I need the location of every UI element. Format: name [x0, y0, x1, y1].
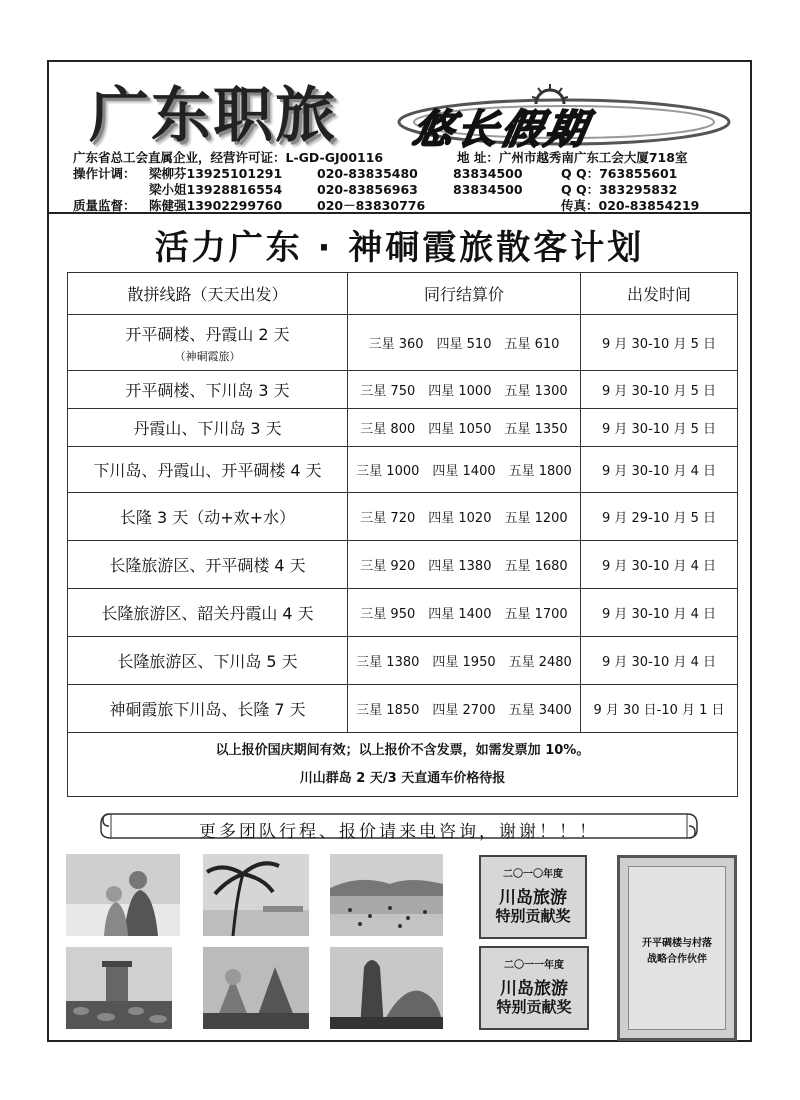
- operator-2-phone: 020-83856963: [317, 182, 418, 197]
- table-row: [68, 685, 738, 733]
- date-cell: 9 月 30-10 月 4 日: [581, 541, 738, 589]
- route-cell: 长隆旅游区、开平碉楼 4 天: [68, 541, 348, 589]
- price-cell: 三星 360 四星 510 五星 610: [348, 315, 581, 371]
- tour-price-table: [67, 272, 738, 797]
- operator-label: 操作计调：: [73, 166, 136, 181]
- beach-palm-photo: [203, 854, 309, 936]
- award-plaque-2010: [479, 855, 587, 939]
- partner-certificate: [617, 855, 737, 1041]
- route-cell: 开平碉楼、下川岛 3 天: [68, 371, 348, 409]
- divider: [49, 212, 750, 214]
- route-name: 开平碉楼、丹霞山 2 天: [125, 324, 290, 344]
- plaque-subtitle: 特别贡献奖: [495, 907, 571, 925]
- table-row: [68, 371, 738, 409]
- quality-name: 陈健强13902299760: [149, 198, 283, 213]
- price-cell: 三星 1380 四星 1950 五星 2480: [348, 637, 581, 685]
- plaque-title: 川岛旅游: [500, 979, 568, 999]
- price-cell: 三星 1000 四星 1400 五星 1800: [348, 447, 581, 493]
- crowded-beach-photo: [330, 854, 443, 936]
- operator-2-qq: Q Q：383295832: [561, 182, 678, 197]
- price-cell: 三星 1850 四星 2700 五星 3400: [348, 685, 581, 733]
- operator-2-name: 梁小姐13928816554: [149, 182, 283, 197]
- operator-1-qq: Q Q：763855601: [561, 166, 678, 181]
- date-cell: 9 月 30-10 月 4 日: [581, 589, 738, 637]
- sub-brand-logo: [394, 84, 734, 153]
- quality-label: 质量监督：: [73, 198, 136, 213]
- couple-photo: [66, 854, 180, 936]
- table-row: [68, 409, 738, 447]
- plaque-subtitle: 特别贡献奖: [496, 998, 572, 1016]
- price-cell: 三星 950 四星 1400 五星 1700: [348, 589, 581, 637]
- date-cell: 9 月 30-10 月 4 日: [581, 447, 738, 493]
- column-header-price: 同行结算价: [348, 273, 581, 315]
- date-cell: 9 月 29-10 月 5 日: [581, 493, 738, 541]
- banner-text: 更多团队行程、报价请来电咨询，谢谢！！！: [199, 822, 599, 842]
- flyer-frame: [47, 60, 752, 1042]
- table-row: [68, 493, 738, 541]
- table-row: [68, 315, 738, 371]
- plaque-year: 二〇一〇年度: [503, 869, 563, 880]
- page-title: 活力广东 · 神硐霞旅散客计划: [154, 228, 645, 268]
- column-header-route: 散拼线路（天天出发）: [68, 273, 348, 315]
- route-cell: 神硐霞旅下川岛、长隆 7 天: [68, 685, 348, 733]
- price-cell: 三星 800 四星 1050 五星 1350: [348, 409, 581, 447]
- operator-1-fax: 83834500: [453, 166, 523, 181]
- column-header-date: 出发时间: [581, 273, 738, 315]
- table-header-row: [68, 273, 738, 315]
- plaque-year: 二〇一一年度: [504, 960, 564, 971]
- route-note: （神硐霞旅）: [174, 349, 241, 363]
- date-cell: 9 月 30-10 月 5 日: [581, 409, 738, 447]
- price-cell: 三星 720 四星 1020 五星 1200: [348, 493, 581, 541]
- footnote-cell: [68, 733, 738, 797]
- sub-brand-text: 悠长假期: [409, 106, 594, 153]
- award-plaque-2011: [479, 946, 589, 1030]
- route-cell: [68, 315, 348, 371]
- quality-phone: 020－83830776: [317, 198, 426, 213]
- company-info: [49, 150, 750, 213]
- theme-park-photo: [203, 947, 309, 1029]
- operator-2-fax: 83834500: [453, 182, 523, 197]
- route-cell: 长隆 3 天（动+欢+水）: [68, 493, 348, 541]
- table-row: [68, 637, 738, 685]
- fax-number: 传真：020-83854219: [561, 198, 700, 213]
- operator-1-phone: 020-83835480: [317, 166, 418, 181]
- table-row: [68, 447, 738, 493]
- date-cell: 9 月 30-10 月 4 日: [581, 637, 738, 685]
- plaque-title: 川岛旅游: [499, 888, 567, 908]
- brand-logo: 广东职旅: [89, 81, 337, 151]
- danxia-mountain-photo: [330, 947, 443, 1029]
- certificate-line-2: 战略合作伙伴: [647, 954, 707, 965]
- address-info: 地 址：广州市越秀南广东工会大厦718室: [457, 150, 688, 165]
- table-row: [68, 589, 738, 637]
- route-cell: 长隆旅游区、下川岛 5 天: [68, 637, 348, 685]
- date-cell: 9 月 30-10 月 5 日: [581, 315, 738, 371]
- price-cell: 三星 750 四星 1000 五星 1300: [348, 371, 581, 409]
- certificate-line-1: 开平碉楼与村落: [642, 938, 712, 949]
- pending-price-note: 川山群岛 2 天/3 天直通车价格待报: [299, 770, 506, 786]
- diaolou-lotus-photo: [66, 947, 172, 1029]
- route-cell: 丹霞山、下川岛 3 天: [68, 409, 348, 447]
- date-cell: 9 月 30-10 月 5 日: [581, 371, 738, 409]
- route-cell: 长隆旅游区、韶关丹霞山 4 天: [68, 589, 348, 637]
- operator-1-name: 梁柳芬13925101291: [149, 166, 283, 181]
- price-validity-note: 以上报价国庆期间有效；以上报价不含发票，如需发票加 10%。: [215, 742, 590, 758]
- table-row: [68, 541, 738, 589]
- table-footnote-row: [68, 733, 738, 797]
- price-cell: 三星 920 四星 1380 五星 1680: [348, 541, 581, 589]
- date-cell: 9 月 30 日-10 月 1 日: [581, 685, 738, 733]
- contact-banner: [99, 810, 699, 842]
- route-cell: 下川岛、丹霞山、开平碉楼 4 天: [68, 447, 348, 493]
- license-info: 广东省总工会直属企业，经营许可证：L-GD-GJ00116: [73, 150, 384, 165]
